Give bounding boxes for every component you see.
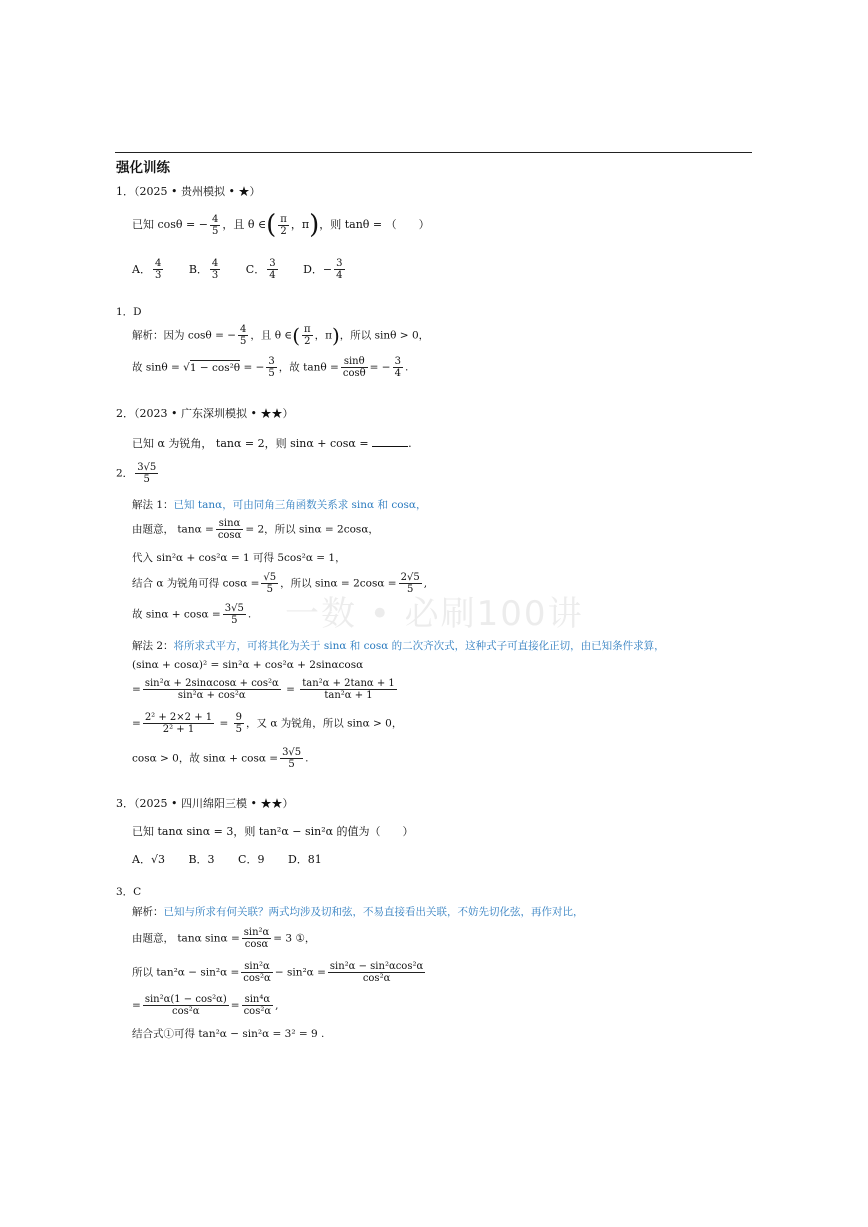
q3-option-d[interactable]: D．81	[287, 853, 322, 866]
q3-solution-line3: 所以 tan²α − sin²α = $\frac{\text{sin²α}}{\text{cos²α}}$ − sin²α = $\frac{\text{sin²α − sin²αcos²α}}{\text{cos²α}}$	[132, 961, 424, 984]
q2-header: 2．（2023 • 广东深圳模拟 • ★★）	[116, 407, 294, 420]
q3-option-c[interactable]: C．9	[238, 853, 265, 866]
q3-solution-line5: 结合式①可得 tan²α − sin²α = 3² = 9 .	[132, 1028, 325, 1040]
q2-method2-label: 解法 2：将所求式平方，可将其化为关于 sinα 和 cosα 的二次齐次式，这种式子可直接化正切，由已知条件求算，	[132, 640, 665, 652]
q1-options	[132, 258, 347, 281]
q1-stem: 已知 cosθ = − $\frac{4}{5}$ ，且 θ ∈( $\frac{\pi}{2}$ ，π)，则 tanθ = （ ）	[132, 210, 430, 240]
q2-method1-label: 解法 1：已知 tanα，可由同角三角函数关系求 sinα 和 cosα，	[132, 499, 427, 511]
q2-answer: 2． $\frac{3√5}{5}$	[116, 462, 157, 485]
q2-method1-line2: 由题意， tanα = $\frac{\sin\alpha}{\cos\alpha}$ = 2，所以 sinα = 2cosα，	[132, 518, 379, 541]
q1-option-a[interactable]: A． $\frac{4}{3}$	[132, 258, 162, 281]
q3-stem: 已知 tanα sinα = 3，则 tan²α − sin²α 的值为（ ）	[132, 825, 414, 838]
q2-method1-line5: 故 sinα + cosα = $\frac{3√5}{5}$ .	[132, 603, 252, 626]
q1-header: 1．（2025 • 贵州模拟 • ★）	[116, 185, 261, 198]
q2-method1-line3: 代入 sin²α + cos²α = 1 可得 5cos²α = 1，	[132, 552, 346, 564]
q3-header: 3．（2025 • 四川绵阳三模 • ★★）	[116, 797, 294, 810]
q3-solution-line2: 由题意， tanα sinα = $\frac{\text{sin²α}}{\cos\alpha}$ = 3 ①，	[132, 927, 316, 950]
q2-answer-blank[interactable]	[372, 436, 408, 447]
header-rule	[115, 152, 752, 153]
q2-method2-line3: = $\frac{\text{sin²α + 2sinαcosα + cos²α}}{\text{sin²α + cos²α}}$ = $\frac{\text{tan²α + 2tanα + 1}}{\text{tan²α + 1}}$	[132, 678, 395, 701]
q2-method2-line4: = $\frac{\text{2² + 2×2 + 1}}{\text{2² + 1}}$ = $\frac{9}{5}$ ，又 α 为锐角，所以 sinα > 0，	[132, 712, 403, 735]
q3-solution-label: 解析：已知与所求有何关联？两式均涉及切和弦，不易直接看出关联，不妨先切化弦，再作对比，	[132, 906, 584, 918]
q1-solution-line2: 故 sinθ = √1 − cos²θ = − $\frac{3}{5}$ ，故 tanθ = $\frac{\sin\theta}{\cos\theta}$ = − $\frac{3}{4}$ .	[132, 356, 409, 379]
q2-stem: 已知 α 为锐角， tanα = 2，则 sinα + cosα = .	[132, 437, 412, 450]
q2-method2-line2: (sinα + cosα)² = sin²α + cos²α + 2sinαcosα	[132, 659, 364, 671]
q1-answer: 1．D	[116, 306, 142, 318]
q3-answer: 3．C	[116, 886, 142, 898]
q3-option-b[interactable]: B．3	[188, 853, 215, 866]
q1-option-d[interactable]: D．− $\frac{3}{4}$	[303, 258, 343, 281]
q1-solution-line1: 解析：因为 cosθ = − $\frac{4}{5}$ ，且 θ ∈( $\frac{\pi}{2}$ ，π)，所以 sinθ > 0，	[132, 323, 430, 348]
q2-method2-line5: cosα > 0，故 sinα + cosα = $\frac{3√5}{5}$ .	[132, 747, 309, 770]
section-title: 强化训练	[116, 160, 170, 176]
q3-solution-line4: = $\frac{\text{sin²α(1 − cos²α)}}{\text{cos²α}}$ = $\frac{\text{sin⁴α}}{\text{cos²α}}$ ,	[132, 994, 279, 1017]
q3-options	[132, 854, 322, 865]
watermark: 一数 • 必刷100讲	[285, 594, 584, 634]
q1-option-b[interactable]: B． $\frac{4}{3}$	[188, 258, 219, 281]
q1-option-c[interactable]: C． $\frac{3}{4}$	[245, 258, 276, 281]
q3-option-a[interactable]: A．√3	[132, 853, 165, 866]
q2-method1-line4: 结合 α 为锐角可得 cosα = $\frac{√5}{5}$ ，所以 sinα = 2cosα = $\frac{2√5}{5}$ ,	[132, 572, 428, 595]
